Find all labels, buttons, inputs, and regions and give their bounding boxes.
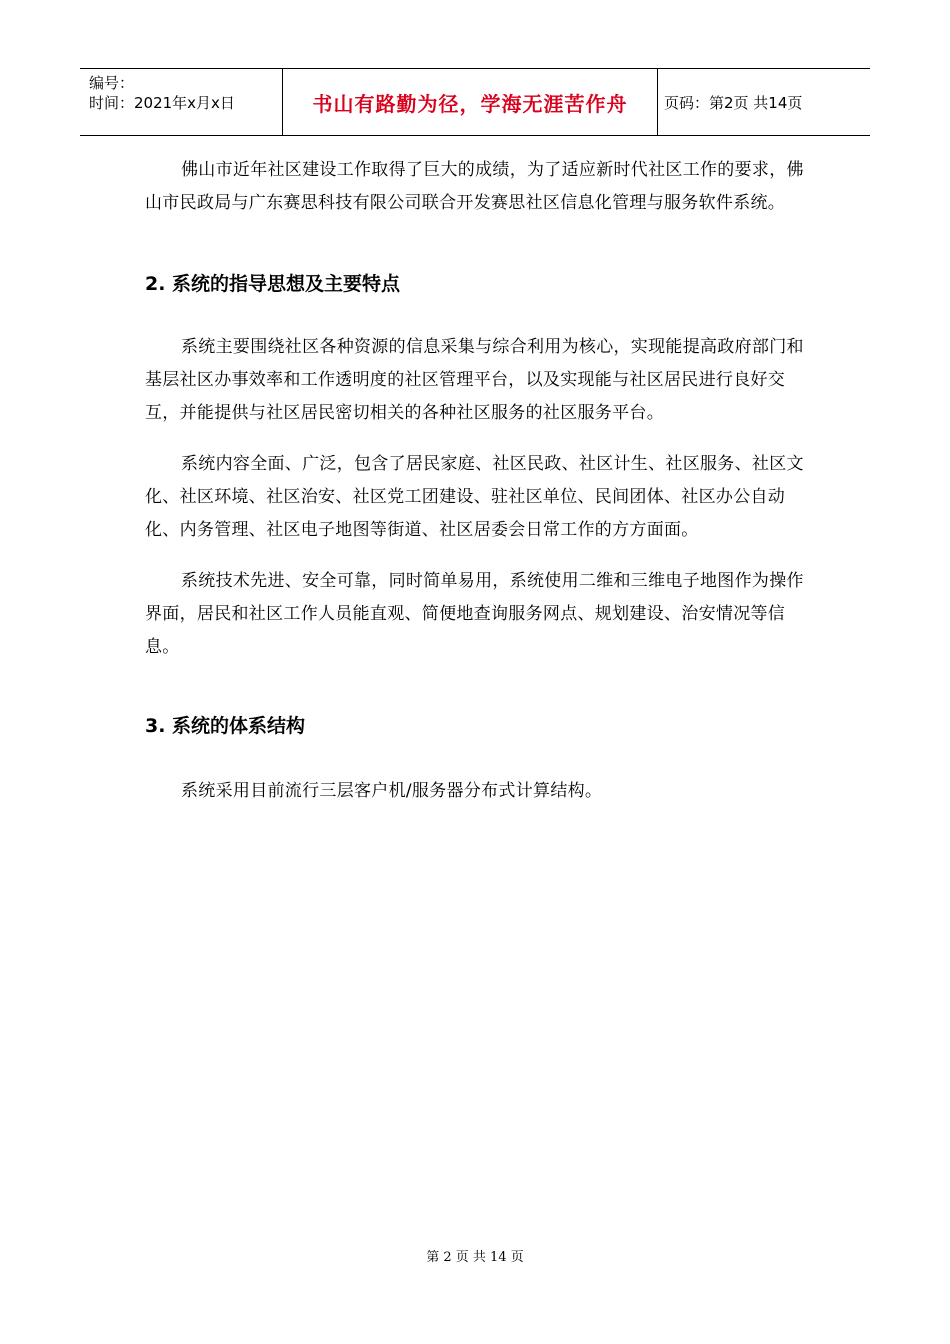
header-motto: 书山有路勤为径，学海无涯苦作舟 <box>312 91 628 116</box>
header-meta-cell <box>80 69 282 135</box>
header-table <box>80 68 870 136</box>
section-2-heading: 2. 系统的指导思想及主要特点 <box>145 273 401 295</box>
section-3-heading: 3. 系统的体系结构 <box>145 715 306 737</box>
section-2-paragraph-1: 系统主要围绕社区各种资源的信息采集与综合利用为核心，实现能提高政府部门和基层社区办事效率和工作透明度的社区管理平台，以及实现能与社区居民进行良好交互，并能提供与社区居民密切相关的各种社区服务的社区服务平台。 <box>145 337 804 423</box>
section-2-paragraph-3: 系统技术先进、安全可靠，同时简单易用，系统使用二维和三维电子地图作为操作界面，居民和社区工作人员能直观、简便地查询服务网点、规划建设、治安情况等信息。 <box>145 571 804 657</box>
document-date: 时间：2021年x月x日 <box>89 94 235 112</box>
intro-paragraph: 佛山市近年社区建设工作取得了巨大的成绩，为了适应新时代社区工作的要求，佛山市民政局与广东赛思科技有限公司联合开发赛思社区信息化管理与服务软件系统。 <box>145 160 804 213</box>
section-2-paragraph-2: 系统内容全面、广泛，包含了居民家庭、社区民政、社区计生、社区服务、社区文化、社区环境、社区治安、社区党工团建设、驻社区单位、民间团体、社区办公自动化、内务管理、社区电子地图等街道、社区居委会日常工作的方方面面。 <box>145 454 804 540</box>
header-page-cell <box>658 69 870 135</box>
document-body <box>145 154 810 808</box>
header-motto-cell <box>282 69 658 135</box>
document-number-label: 编号： <box>89 74 135 92</box>
section-3-paragraph-1: 系统采用目前流行三层客户机/服务器分布式计算结构。 <box>181 781 603 801</box>
page-footer <box>0 1246 950 1265</box>
header-page-info: 页码：第2页 共14页 <box>664 93 803 112</box>
footer-page-number: 第 2 页 共 14 页 <box>426 1250 524 1265</box>
